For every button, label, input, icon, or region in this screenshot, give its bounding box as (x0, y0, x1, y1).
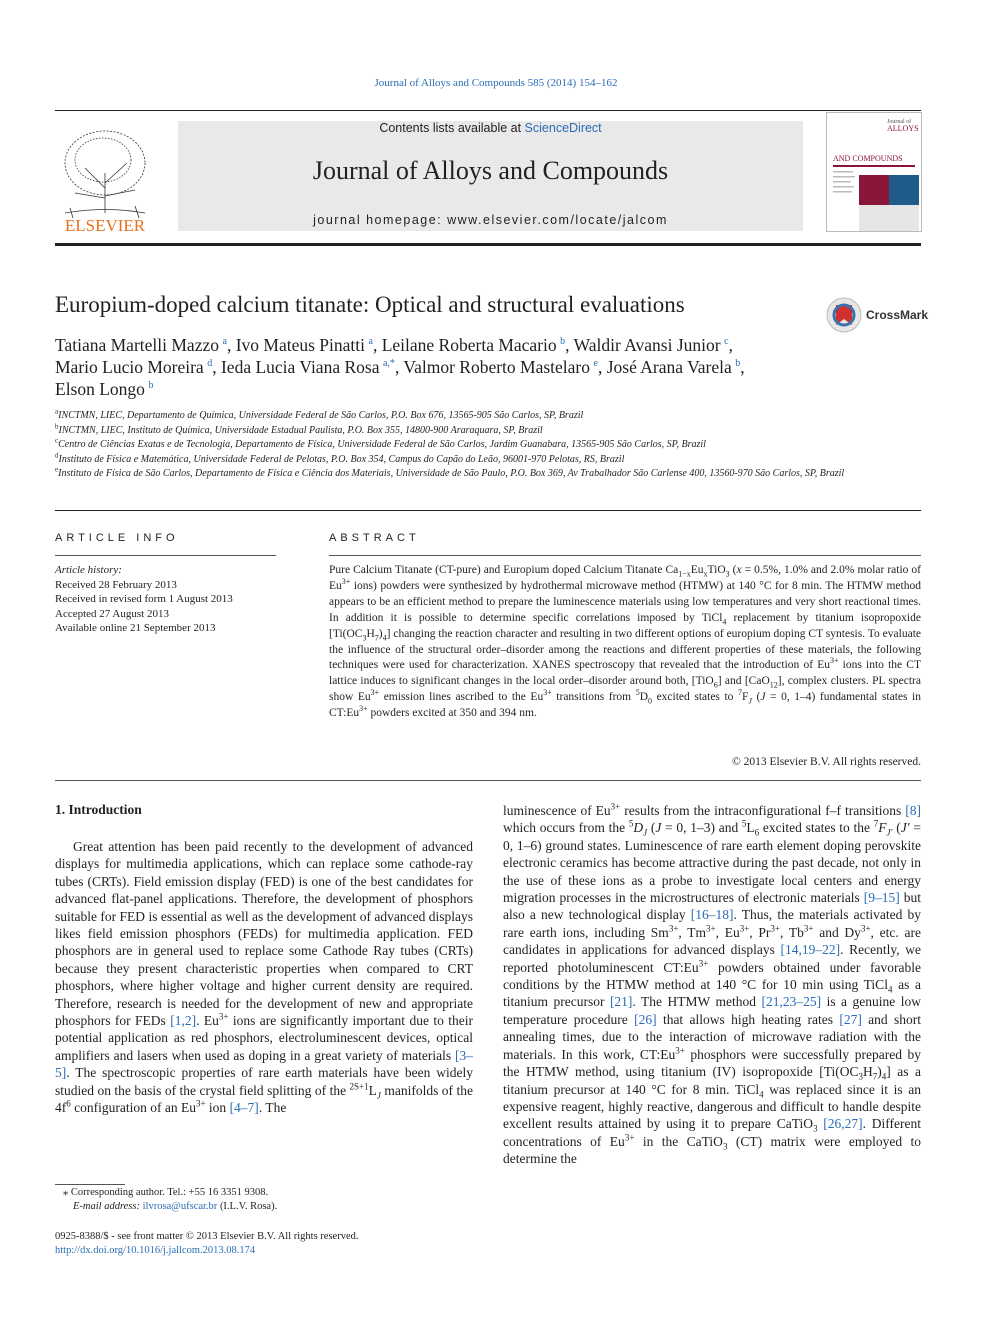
article-info-heading: ARTICLE INFO (55, 532, 179, 544)
history-label: Article history: (55, 564, 122, 576)
front-matter (55, 1230, 555, 1258)
affiliation-e (55, 467, 921, 482)
author-name[interactable]: Ieda Lucia Viana Rosa (220, 357, 380, 377)
author-name[interactable]: Valmor Roberto Mastelaro (403, 357, 590, 377)
article-info-rule (55, 555, 276, 556)
author-name[interactable]: Tatiana Martelli Mazzo (55, 335, 219, 355)
citation-link[interactable]: [26] (634, 1011, 657, 1027)
author-affiliation-marker[interactable]: b (148, 380, 154, 392)
crossmark-icon (826, 297, 862, 333)
author-affiliation-marker[interactable]: b (735, 358, 741, 370)
author-affiliation-marker[interactable]: c (724, 336, 729, 348)
abstract-text: Pure Calcium Titanate (CT-pure) and Europium doped Calcium Titanate $Ca_{1-x}Eu_xTiO_3$ (x = 0.5%, 1.0% and 2.0% molar ratio of $Eu^{3+}$ ions) powders were synthesized by hydrothermal microwave method (HTMW) at 140 °C for 8 min. The HTMW method appears to be an efficient method to prepare the luminescence materials using low temperatures and very short reactional times. In addition it is possible to determine specific correlations imposed by TiCl$_4$ replacement by titanium isopropoxide $[Ti(OC_3H_7)_4]$ changing the reaction character and resulting in two different options of europium doping CT syntesis. To evaluate the influence of the structural order–disorder among the reactions and different properties of these materials, the following techniques were used for characterization. XANES spectroscopy that revealed that the introduction of $Eu^{3+}$ ions into the CT lattice induces to significant changes in the local order–disorder around both, [TiO$_6$] and [CaO$_{12}$], complex clusters. PL spectra show $Eu^{3+}$ emission lines ascribed to the $Eu^{3+}$ transitions from $^5D_0$ excited states to $^7F_J$ (J = 0, 1–4) fundamental states in $CT:Eu^{3+}$ powders excited at 350 and 394 nm. (329, 564, 921, 720)
affiliation-key: c (55, 436, 59, 445)
abstract-heading: ABSTRACT (329, 532, 420, 544)
email-label: E-mail address: (73, 1201, 143, 1212)
header-thick-rule (55, 243, 921, 246)
abstract-rule (329, 555, 921, 556)
affiliation-a (55, 409, 921, 424)
cover-line-3: AND COMPOUNDS (833, 154, 903, 163)
footnote (55, 1186, 473, 1214)
affiliation-key: b (55, 422, 59, 431)
journal-homepage[interactable]: journal homepage: www.elsevier.com/locate/jalcom (313, 213, 668, 227)
citation-link[interactable]: [16–18] (690, 907, 734, 923)
article-title: Europium-doped calcium titanate: Optical and structural evaluations (55, 292, 685, 317)
affiliations (55, 409, 921, 482)
author-name[interactable]: José Arana Varela (606, 357, 732, 377)
sciencedirect-link[interactable]: ScienceDirect (524, 121, 602, 135)
section-heading-introduction: 1. Introduction (55, 802, 142, 817)
affiliation-key: d (55, 451, 59, 460)
email-suffix: (I.L.V. Rosa). (217, 1201, 278, 1212)
author-name[interactable]: Elson Longo (55, 379, 145, 399)
crossmark-label: CrossMark (866, 308, 929, 322)
crossmark-badge[interactable] (826, 297, 928, 333)
contents-line (178, 121, 803, 135)
citation-link[interactable]: [21,23–25] (761, 994, 822, 1010)
elsevier-wordmark: ELSEVIER (64, 216, 146, 235)
affiliation-key: a (55, 407, 59, 416)
cover-line-1: Journal of (887, 119, 912, 125)
author-affiliation-marker[interactable]: b (560, 336, 566, 348)
author-name[interactable]: Leilane Roberta Macario (381, 335, 557, 355)
citation-link[interactable]: [3–5] (55, 1047, 473, 1081)
history-revised: Received in revised form 1 August 2013 (55, 593, 233, 606)
author-name[interactable]: Waldir Avansi Junior (573, 335, 721, 355)
affiliation-text: Centro de Ciências Exatas e de Tecnologia, Departamento de Física, Universidade Federal de São Carlos, Jardim Guanabara, 13565-905 São Carlos, SP, Brazil (58, 439, 706, 450)
author-affiliation-marker[interactable]: a (222, 336, 227, 348)
history-received: Received 28 February 2013 (55, 578, 177, 591)
history-online: Available online 21 September 2013 (55, 622, 216, 635)
affiliation-key: e (55, 465, 59, 474)
doi-link[interactable]: http://dx.doi.org/10.1016/j.jallcom.2013.08.174 (55, 1245, 256, 1256)
affiliation-b (55, 424, 921, 439)
intro-column-left: Great attention has been paid recently to the development of advanced displays for multimedia applications, which can replace some cathode-ray tubes (CRTs). Field emission display (FED) is one of the best candidates for advanced flat-panel applications. Therefore, the development of phosphors suitable for FED is essential as well as the development of advanced displays likes field emission phosphors (FEDs) for multimedia application. FED phosphors are in general used to replace some Cathode Ray tubes (CRTs) because they present characteristic properties when compared to CRT phosphors, where higher voltage and higher current density are required. Therefore, research is needed for the development of new and appropriate phosphors for FEDs [1,2]. $Eu^{3+}$ ions are significantly important due to their potential application as red phosphors, electroluminescent devices, optical amplifiers and lasers when used as doping in a great variety of materials [3–5]. The spectroscopic properties of rare earth materials have been widely studied on the basis of the crystal field splitting of the $^{2S+1}L_J$ manifolds of the $4f^6$ configuration of an $Eu^{3+}$ ion [4–7]. The (55, 839, 473, 1116)
author-list: Tatiana Martelli Mazzo $^a$, Ivo Mateus Pinatti $^a$, Leilane Roberta Macario $^b$, Waldir Avansi Junior $^c$, Mario Lucio Moreira $^d$, Ieda Lucia Viana Rosa $^{a,*}$, Valmor Roberto Mastelaro $^e$, José Arana Varela $^b$, Elson Longo $^b$ (55, 335, 745, 399)
affiliation-d (55, 453, 921, 468)
issn-line: 0925-8388/$ - see front matter © 2013 Elsevier B.V. All rights reserved. (55, 1231, 359, 1242)
citation-link[interactable]: [8] (905, 803, 921, 818)
history-accepted: Accepted 27 August 2013 (55, 607, 169, 620)
author-name[interactable]: Mario Lucio Moreira (55, 357, 204, 377)
journal-title: Journal of Alloys and Compounds (312, 156, 669, 185)
affiliation-text: Instituto de Física e Matemática, Universidade Federal de Pelotas, P.O. Box 354, Campus do Capão do Leão, 96001-970 Pelotas, RS, Brazil (58, 453, 625, 465)
section-rule (55, 510, 921, 511)
contents-prefix: Contents lists available at (379, 121, 525, 135)
author-affiliation-marker[interactable]: a (368, 336, 373, 348)
citation-link[interactable]: [9–15] (863, 890, 900, 906)
citation-link[interactable]: [14,19–22] (780, 942, 841, 958)
elsevier-logo (55, 118, 155, 236)
author-name[interactable]: Ivo Mateus Pinatti (235, 335, 365, 355)
journal-citation[interactable]: Journal of Alloys and Compounds 585 (2014) 154–162 (374, 77, 618, 89)
citation-link[interactable]: [21] (609, 994, 633, 1010)
copyright-notice: © 2013 Elsevier B.V. All rights reserved. (732, 756, 921, 768)
affiliation-text: INCTMN, LIEC, Departamento de Química, Universidade Federal de São Carlos, P.O. Box 676, 13565-905 São Carlos, SP, Brazil (58, 410, 584, 421)
footnote-rule (55, 1184, 125, 1185)
author-affiliation-marker[interactable]: a,* (382, 358, 395, 370)
cover-line-2: ALLOYS (887, 124, 919, 133)
corresponding-author: ⁎ Corresponding author. Tel.: +55 16 3351 9308. (63, 1187, 269, 1198)
citation-link[interactable]: [27] (839, 1011, 862, 1027)
citation-link[interactable]: [1,2] (170, 1013, 197, 1029)
header-rule (55, 110, 921, 111)
body-rule (55, 780, 921, 781)
intro-column-right: luminescence of $Eu^{3+}$ results from the intraconfigurational f–f transitions [8] which occurs from the $^5D_J$ (J = 0, 1–3) and $^5L_6$ excited states to the $^7F_{J'}$ (J′ = 0, 1–6) ground states. Luminescence of rare earth element doping perovskite electronic ceramics has become attractive during the past decade, not only in the use of these ions as a probe to investigate local centers and energy migration processes in the microstructures of electronic materials [9–15] but also a new technological display [16–18]. Thus, the materials activated by rare earth ions, including $Sm^{3+}$, $Tm^{3+}$, $Eu^{3+}$, $Pr^{3+}$, $Tb^{3+}$ and $Dy^{3+}$, etc. are candidates in applications for advanced displays [14,19–22]. Recently, we reported photoluminescent $CT:Eu^{3+}$ powders obtained under favorable conditions by the HTMW method at 140 °C for 10 min using TiCl$_4$ as a titanium precursor [21]. The HTMW method [21,23–25] is a genuine low temperature procedure [26] that allows high heating rates [27] and short annealing times, due to the interaction of microwave radiation with the materials. In this work, $CT:Eu^{3+}$ phosphors were successfully prepared by the HTMW method, using titanium (IV) isopropoxide $[Ti(OC_3H_7)_4]$ as a titanium precursor at 140 °C for 8 min. TiCl$_4$ was replaced since it is an expensive reagent, highly reactive, dangerous and difficult to handle despite excellent results attained by using it to prepare CaTiO$_3$ [26,27]. Different concentrations of $Eu^{3+}$ in the CaTiO$_3$ (CT) matrix were employed to determine the (503, 801, 922, 1167)
email-link[interactable]: ilvrosa@ufscar.br (142, 1201, 218, 1212)
affiliation-text: INCTMN, LIEC, Instituto de Química, Universidade Estadual Paulista, P.O. Box 355, 14800-900 Araraquara, SP, Brazil (58, 424, 543, 436)
author-affiliation-marker[interactable]: d (207, 358, 213, 370)
citation-link[interactable]: [4–7] (229, 1100, 259, 1116)
author-affiliation-marker[interactable]: e (593, 358, 598, 370)
journal-cover-thumbnail (826, 112, 922, 232)
affiliation-text: Instituto de Física de São Carlos, Departamento de Física e Ciência dos Materiais, Universidade de São Paulo, P.O. Box 369, Av Trabalhador São Carlense 400, 13560-970 São Carlos, SP, Brazil (58, 468, 845, 479)
article-history (55, 563, 276, 636)
affiliation-c (55, 438, 921, 453)
citation-link[interactable]: [26,27] (823, 1116, 863, 1132)
